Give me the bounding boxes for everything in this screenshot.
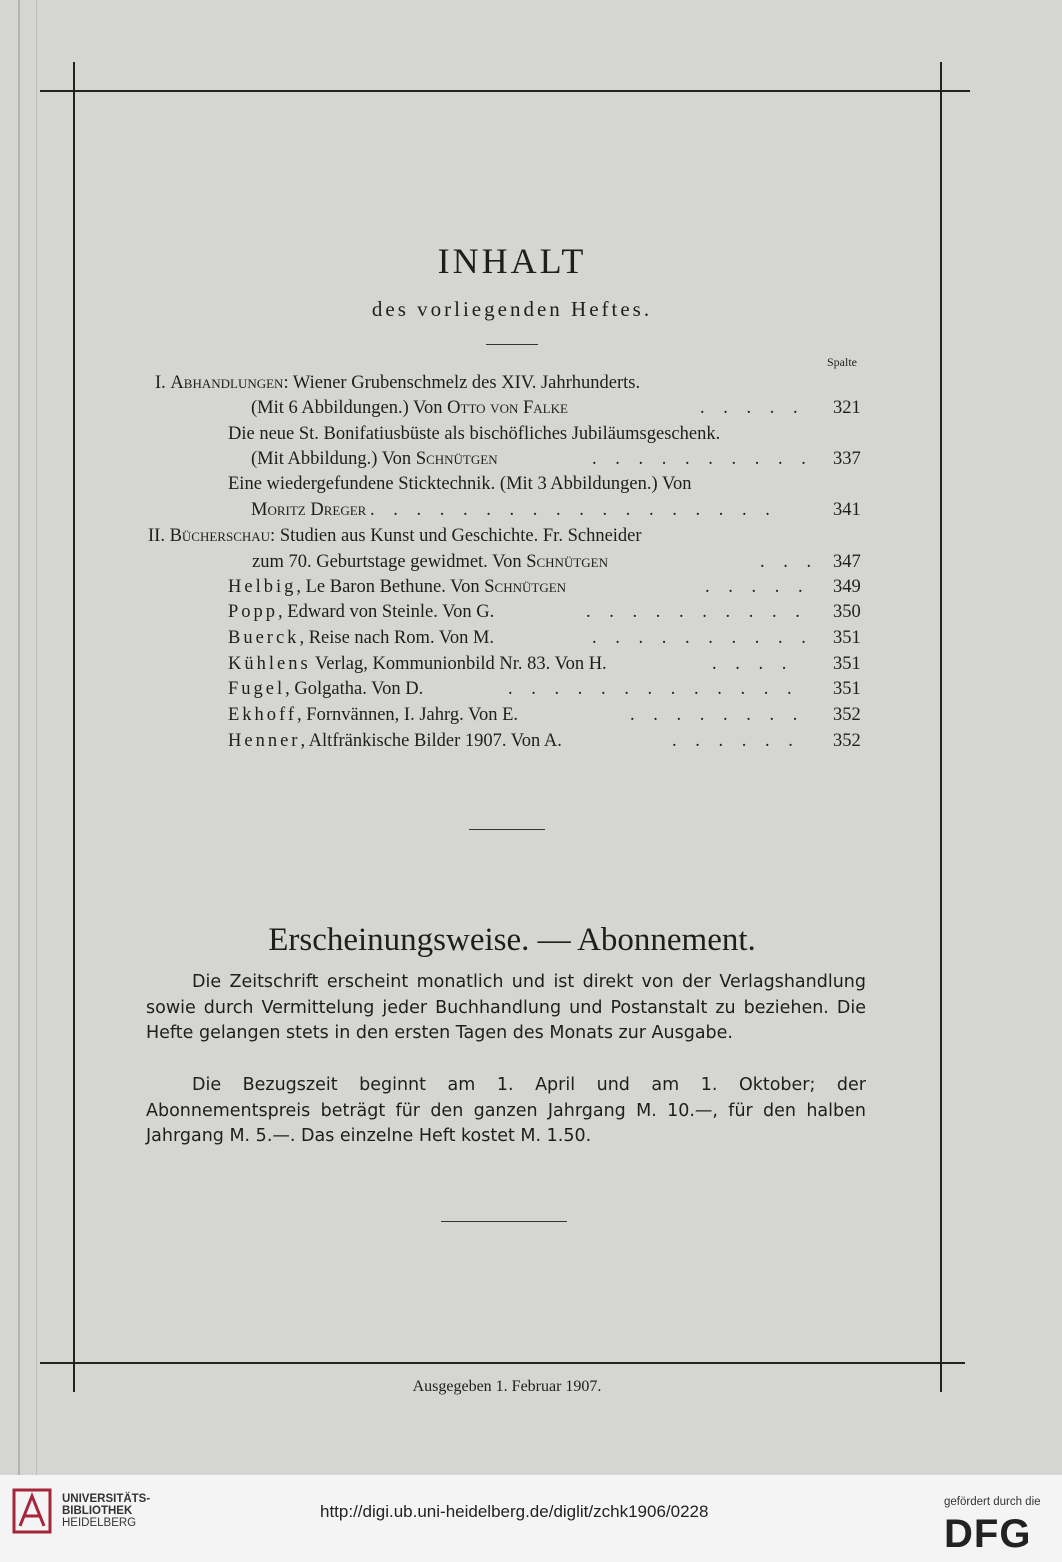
- toc-entry-text: Eine wiedergefundene Sticktechnik. (Mit 3 Abbildungen.) Von: [228, 474, 692, 494]
- toc-page-number: 351: [833, 628, 861, 648]
- toc-section-title: Bücherschau:: [169, 526, 276, 546]
- document-page: INHALT des vorliegenden Heftes. Spalte I. Abhandlungen: Wiener Grubenschmelz des XIV. Jahrhunderts. (Mit 6 Abbildungen.) Von Otto von Falke . . . . . 321 Die neue St. Bonifatiusbüste als bischöfliches Jubiläumsgeschenk. (Mit Abbildung.) Von Schnütgen . . . . . . . . . . 337 Eine wiedergefundene Sticktechnik. (Mit 3 Abbildungen.) Von Moritz Dreger . . . . . . . . . . . . . . . . . . 341 II. Bücherschau: Studien aus Kunst und Geschichte. Fr. Schneider zum 70. Geburtstage gewidmet. Von Schnütgen . . . 347 Helbig, Le Baron Bethune. Von Schnütgen . . . . . 349 Popp, Edward von Steinle. Von G. . . . . . . . . . . 350 Buerck, Reise nach Rom. Von M. . . . . . . . . . . 351 Kühlens Verlag, Kommunionbild Nr. 83. Von H. . . . . 351 Fugel, Golgatha. Von D. . . . . . . . . . . . . . 351 Ekhoff, Fornvännen, I. Jahrg. Von E. . . . . . . . . 352 Henner, Altfränkische Bilder 1907. Von A. . . . . . . 352 Erscheinungsweise. — Abonnement. Die Zeitschrift erscheint monatlich und ist direkt von der Verlagshandlung sowie durch Vermittelung jeder Buchhandlung und Postanstalt zu beziehen. Die Hefte gelangen stets in den ersten Tagen des Monats zur Ausgabe. Die Bezugszeit beginnt am 1. April und am 1. Oktober; der Abonnementspreis beträgt für den ganzen Jahrgang M. 10.—, für den halben Jahrgang M. 5.—. Das einzelne Heft kostet M. 1.50. Ausgegeben 1. Februar 1907.: [0, 0, 1062, 1475]
- section-divider: [469, 829, 545, 830]
- toc-author: Schnütgen: [415, 449, 498, 469]
- toc-entry-text: Die neue St. Bonifatiusbüste als bischöfliches Jubiläumsgeschenk.: [228, 424, 721, 444]
- issue-date: Ausgegeben 1. Februar 1907.: [412, 1378, 602, 1395]
- toc-author: Otto von Falke: [447, 398, 568, 418]
- toc-entry-text: , Altfränkische Bilder 1907. Von A.: [300, 731, 562, 751]
- toc-page-number: 351: [833, 679, 861, 699]
- toc-author: Schnütgen: [484, 577, 567, 597]
- toc-entry-text: (Mit Abbildung.) Von: [251, 449, 416, 469]
- frame-top-line: [40, 90, 970, 92]
- toc-page-number: 347: [833, 552, 861, 572]
- frame-bottom-line: [40, 1362, 965, 1364]
- toc-entry-text: , Reise nach Rom. Von M.: [299, 628, 495, 648]
- toc-page-number: 337: [833, 449, 861, 469]
- toc-page-number: 341: [833, 500, 861, 520]
- toc-number: II.: [148, 526, 170, 546]
- library-name: [62, 1493, 150, 1529]
- toc-author: Moritz Dreger: [251, 500, 367, 520]
- toc-page-number: 350: [833, 602, 861, 622]
- toc-author: Schnütgen: [526, 552, 608, 572]
- permalink[interactable]: http://digi.ub.uni-heidelberg.de/diglit/zchk1906/0228: [320, 1502, 709, 1521]
- toc-page-number: 351: [833, 654, 861, 674]
- column-label: Spalte: [827, 355, 857, 369]
- page-spine: [18, 0, 20, 1475]
- library-name-line: HEIDELBERG: [62, 1517, 137, 1529]
- toc-entry-text: Studien aus Kunst und Geschichte. Fr. Schneider: [275, 526, 642, 546]
- toc-book-author: Kühlens: [228, 654, 311, 674]
- toc-number: I.: [155, 373, 171, 393]
- toc-entry-text: Verlag, Kommunionbild Nr. 83. Von H.: [310, 654, 607, 674]
- closing-divider: [441, 1221, 567, 1222]
- toc-entry-text: , Le Baron Bethune. Von: [296, 577, 485, 597]
- library-name-line: BIBLIOTHEK: [62, 1505, 133, 1517]
- toc-page-number: 352: [833, 705, 861, 725]
- page-fold: [36, 0, 37, 1475]
- library-name-line: UNIVERSITÄTS-: [62, 1493, 151, 1505]
- toc-section-title: Abhandlungen:: [170, 373, 289, 393]
- toc-entry-text: , Golgatha. Von D.: [285, 679, 424, 699]
- toc-book-author: Helbig: [228, 577, 297, 597]
- toc-book-author: Popp: [228, 602, 279, 622]
- toc-book-author: Fugel: [228, 679, 286, 699]
- page-title: INHALT: [437, 241, 587, 281]
- toc-book-author: Ekhoff: [228, 705, 298, 725]
- toc-book-author: Buerck: [228, 628, 300, 648]
- toc-entry-text: , Fornvännen, I. Jahrg. Von E.: [297, 705, 519, 725]
- paragraph: Die Bezugszeit beginnt am 1. April und am 1. Oktober; der Abonnementspreis beträgt für den ganzen Jahrgang M. 10.—, für den halben Jahrgang M. 5.—. Das einzelne Heft kostet M. 1.50.: [146, 1075, 866, 1146]
- page-subtitle: des vorliegenden Heftes.: [371, 297, 653, 321]
- toc-page-number: 349: [833, 577, 861, 597]
- title-divider: [486, 344, 538, 345]
- toc-page-number: 352: [833, 731, 861, 751]
- paragraph: Die Zeitschrift erscheint monatlich und ist direkt von der Verlagshandlung sowie durch Vermittelung jeder Buchhandlung und Postanstalt zu beziehen. Die Hefte gelangen stets in den ersten Tagen des Monats zur Ausgabe.: [146, 972, 866, 1043]
- university-logo-icon: [12, 1488, 52, 1534]
- toc-page-number: 321: [833, 398, 861, 418]
- toc-entry-text: Wiener Grubenschmelz des XIV. Jahrhunderts.: [288, 373, 641, 393]
- funding-label: gefördert durch die: [944, 1496, 1041, 1508]
- toc-entry-text: zum 70. Geburtstage gewidmet. Von: [252, 552, 527, 572]
- dfg-logo: DFG: [944, 1512, 1032, 1556]
- toc-book-author: Henner: [228, 731, 301, 751]
- toc-entry-text: (Mit 6 Abbildungen.) Von: [251, 398, 448, 418]
- section-heading: Erscheinungsweise. — Abonnement.: [268, 922, 756, 958]
- toc-entry-text: , Edward von Steinle. Von G.: [278, 602, 495, 622]
